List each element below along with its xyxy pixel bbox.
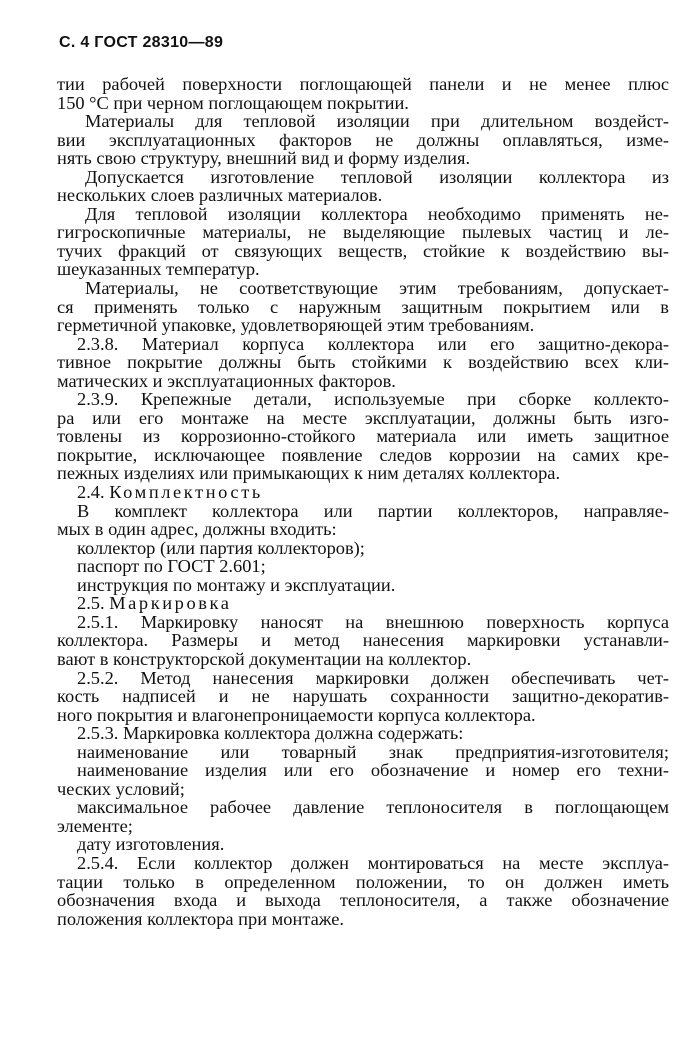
text-line: тивное покрытие должны быть стойкими к воздействию всех кли-	[57, 352, 669, 373]
text-line: инструкция по монтажу и эксплуатации.	[77, 574, 396, 595]
text-line: товлены из коррозионно-стойкого материала или иметь защитное	[57, 426, 669, 447]
text-line: дату изготовления.	[77, 834, 225, 855]
text-line: 2.5.3. Маркировка коллектора должна содержать:	[77, 723, 464, 744]
text-line: вают в конструкторской документации на коллектор.	[57, 648, 472, 669]
text-line: ся применять только с наружным защитным покрытием или в	[57, 296, 669, 317]
text-line: коллектора. Размеры и метод нанесения маркировки устанавли-	[57, 630, 669, 651]
text-line: пежных изделиях или примыкающих к ним деталях коллектора.	[57, 463, 561, 484]
section-title: Маркировка	[109, 593, 232, 614]
section-number: 2.5.	[77, 593, 110, 614]
text-line: Материалы для тепловой изоляции при длительном воздейст-	[85, 111, 669, 132]
text-line: шеуказанных температур.	[57, 259, 260, 280]
text-line: Допускается изготовление тепловой изоляции коллектора из	[85, 166, 669, 187]
text-line: мых в один адрес, должны входить:	[57, 519, 337, 540]
text-line: Материалы, не соответствующие этим требованиям, допускает-	[85, 278, 669, 299]
text-line: ного покрытия и влагонепроницаемости корпуса коллектора.	[57, 704, 536, 725]
text-line: 2.3.9. Крепежные детали, используемые при сборке коллекто-	[77, 389, 669, 410]
text-line: максимальное рабочее давление теплоносителя в поглощающем	[77, 797, 669, 818]
text-line: элементе;	[57, 815, 133, 836]
text-line: покрытие, исключающее появление следов коррозии на самих кре-	[57, 444, 669, 465]
text-line: вии эксплуатационных факторов не должны оплавляться, изме-	[57, 129, 669, 150]
text-line: 2.5.1. Маркировку наносят на внешнюю поверхность корпуса	[77, 611, 669, 632]
text-line: тии рабочей поверхности поглощающей панели и не менее плюс	[57, 74, 669, 94]
text-line: тучих фракций от связующих веществ, стойкие к воздействию вы-	[57, 240, 669, 261]
page-header: С. 4 ГОСТ 28310—89	[59, 34, 224, 51]
text-line: 2.3.8. Материал корпуса коллектора или его защитно-декора-	[77, 333, 669, 354]
text-line: положения коллектора при монтаже.	[57, 908, 344, 929]
text-line: ра или его монтаже на месте эксплуатации, должны быть изго-	[57, 407, 669, 428]
text-line: 150 °С при черном поглощающем покрытии.	[57, 92, 409, 113]
text-line: 2.5.4. Если коллектор должен монтироваться на месте эксплуа-	[77, 852, 669, 873]
text-line: ческих условий;	[57, 778, 185, 799]
text-line: наименование изделия или его обозначение и номер его техни-	[77, 760, 669, 781]
section-heading	[57, 483, 669, 502]
text-line: герметичной упаковке, удовлетворяющей этим требованиям.	[57, 315, 535, 336]
text-line: кость надписей и не нарушать сохранности защитно-декоратив-	[57, 686, 669, 707]
text-line: Для тепловой изоляции коллектора необходимо применять не-	[85, 203, 669, 224]
text-line: нять свою структуру, внешний вид и форму изделия.	[57, 148, 471, 169]
text-line: В комплект коллектора или партии коллекторов, направляе-	[77, 500, 669, 521]
section-heading	[57, 594, 669, 613]
text-line: нескольких слоев различных материалов.	[57, 185, 383, 206]
text-line: матических и эксплуатационных факторов.	[57, 370, 396, 391]
text-line: обозначения входа и выхода теплоносителя, а также обозначение	[57, 890, 669, 911]
text-line: наименование или товарный знак предприятия-изготовителя;	[77, 741, 669, 762]
section-title: Комплектность	[109, 482, 263, 503]
text-line: коллектор (или партия коллекторов);	[77, 537, 365, 558]
text-line: 2.5.2. Метод нанесения маркировки должен обеспечивать чет-	[77, 667, 669, 688]
text-line: тации только в определенном положении, то он должен иметь	[57, 871, 669, 892]
text-line: паспорт по ГОСТ 2.601;	[77, 556, 266, 577]
section-number: 2.4.	[77, 482, 110, 503]
text-line: гигроскопичные материалы, не выделяющие пылевых частиц и ле-	[57, 222, 669, 243]
body-text	[57, 75, 669, 928]
